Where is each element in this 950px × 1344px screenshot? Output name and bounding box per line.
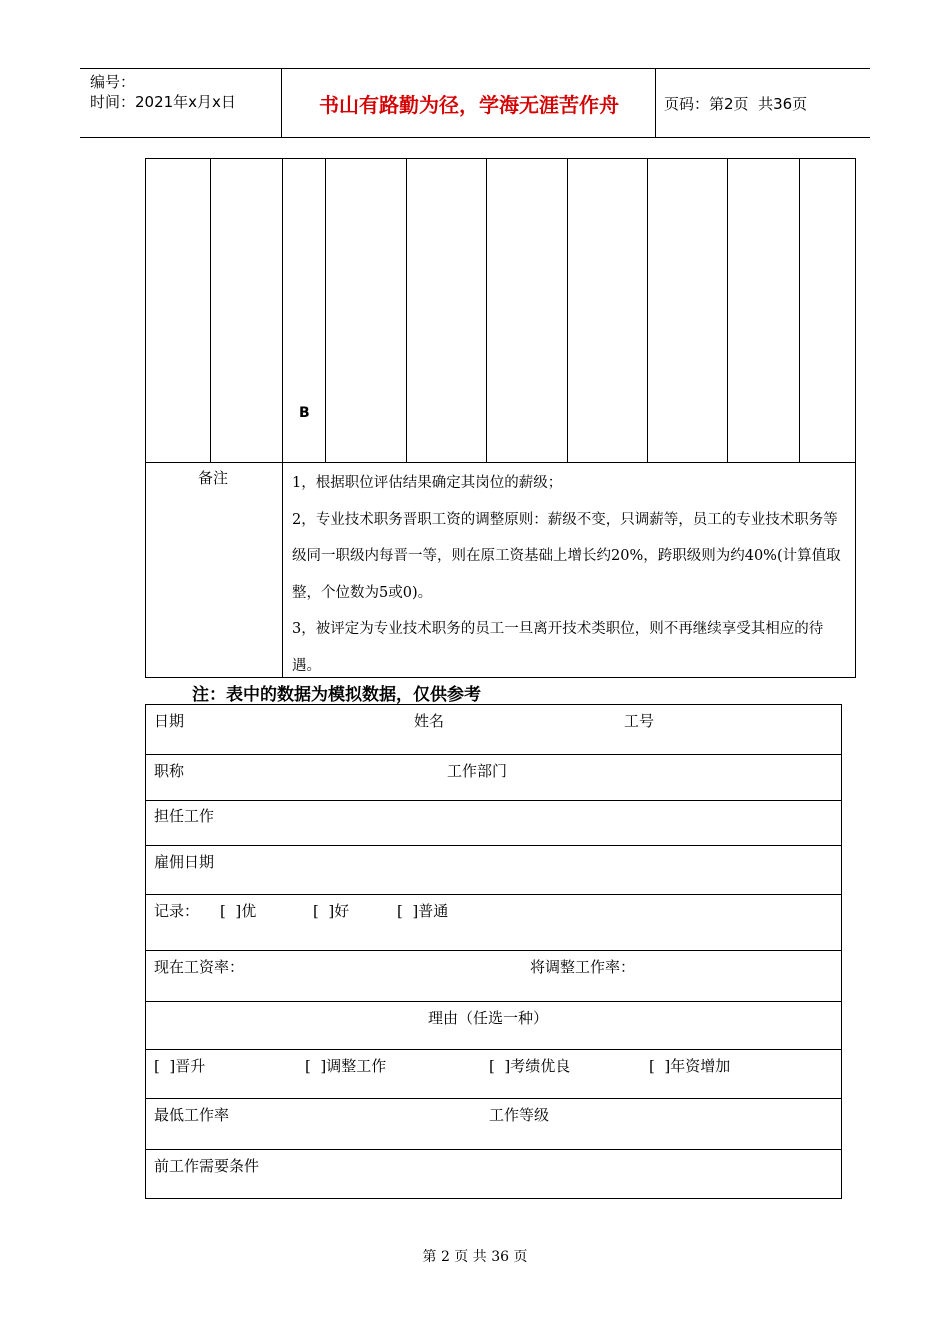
header-divider [281,69,282,137]
grade-label: 工作等级 [489,1106,550,1124]
current-rate-label: 现在工资率： [154,958,245,976]
salary-grade-table [145,158,856,678]
header-motto: 书山有路勤为径，学海无涯苦作舟 [319,92,619,117]
reason-title: 理由（任选一种） [428,1009,549,1027]
header-divider [655,69,656,137]
title-label: 职称 [154,762,185,780]
reason-performance[interactable]: [ ]考绩优良 [489,1057,571,1075]
hire-date-label: 雇佣日期 [154,853,215,871]
remark-item: 2，专业技术职务晋职工资的调整原则：薪级不变，只调薪等，员工的专业技术职务等级同一职级内每晋一等，则在原工资基础上增长约20%，跨职级则为约40%(计算值取整，个位数为5或0)。 [292,511,841,601]
page-footer: 第 2 页 共 36 页 [422,1249,528,1265]
reason-seniority[interactable]: [ ]年资增加 [649,1057,731,1075]
time-label: 时间：2021年x月x日 [90,93,236,111]
record-option-normal[interactable]: [ ]普通 [397,902,449,920]
record-option-good[interactable]: [ ]好 [313,902,350,920]
number-label: 编号： [90,73,136,91]
remark-label: 备注 [198,469,229,487]
simulated-data-note: 注：表中的数据为模拟数据，仅供参考 [192,685,481,705]
employee-no-label: 工号 [624,712,655,730]
remark-list [292,465,844,684]
requirements-label: 前工作需要条件 [154,1157,260,1175]
cell-grade-b: B [299,405,310,421]
record-label: 记录： [154,902,200,920]
min-rate-label: 最低工作率 [154,1106,230,1124]
page-header [80,68,870,138]
new-rate-label: 将调整工作率： [530,958,636,976]
header-page-info: 页码：第2页 共36页 [664,94,808,113]
remark-item: 3，被评定为专业技术职务的员工一旦离开技术类职位，则不再继续享受其相应的待遇。 [292,621,824,674]
date-label: 日期 [154,712,185,730]
name-label: 姓名 [414,712,445,730]
record-option-excellent[interactable]: [ ]优 [220,902,257,920]
job-label: 担任工作 [154,807,215,825]
header-meta [90,72,236,112]
remark-item: 1，根据职位评估结果确定其岗位的薪级； [292,475,563,491]
reason-promotion[interactable]: [ ]晋升 [154,1057,206,1075]
salary-adjustment-form [145,704,842,1199]
reason-job-change[interactable]: [ ]调整工作 [305,1057,387,1075]
department-label: 工作部门 [447,762,508,780]
